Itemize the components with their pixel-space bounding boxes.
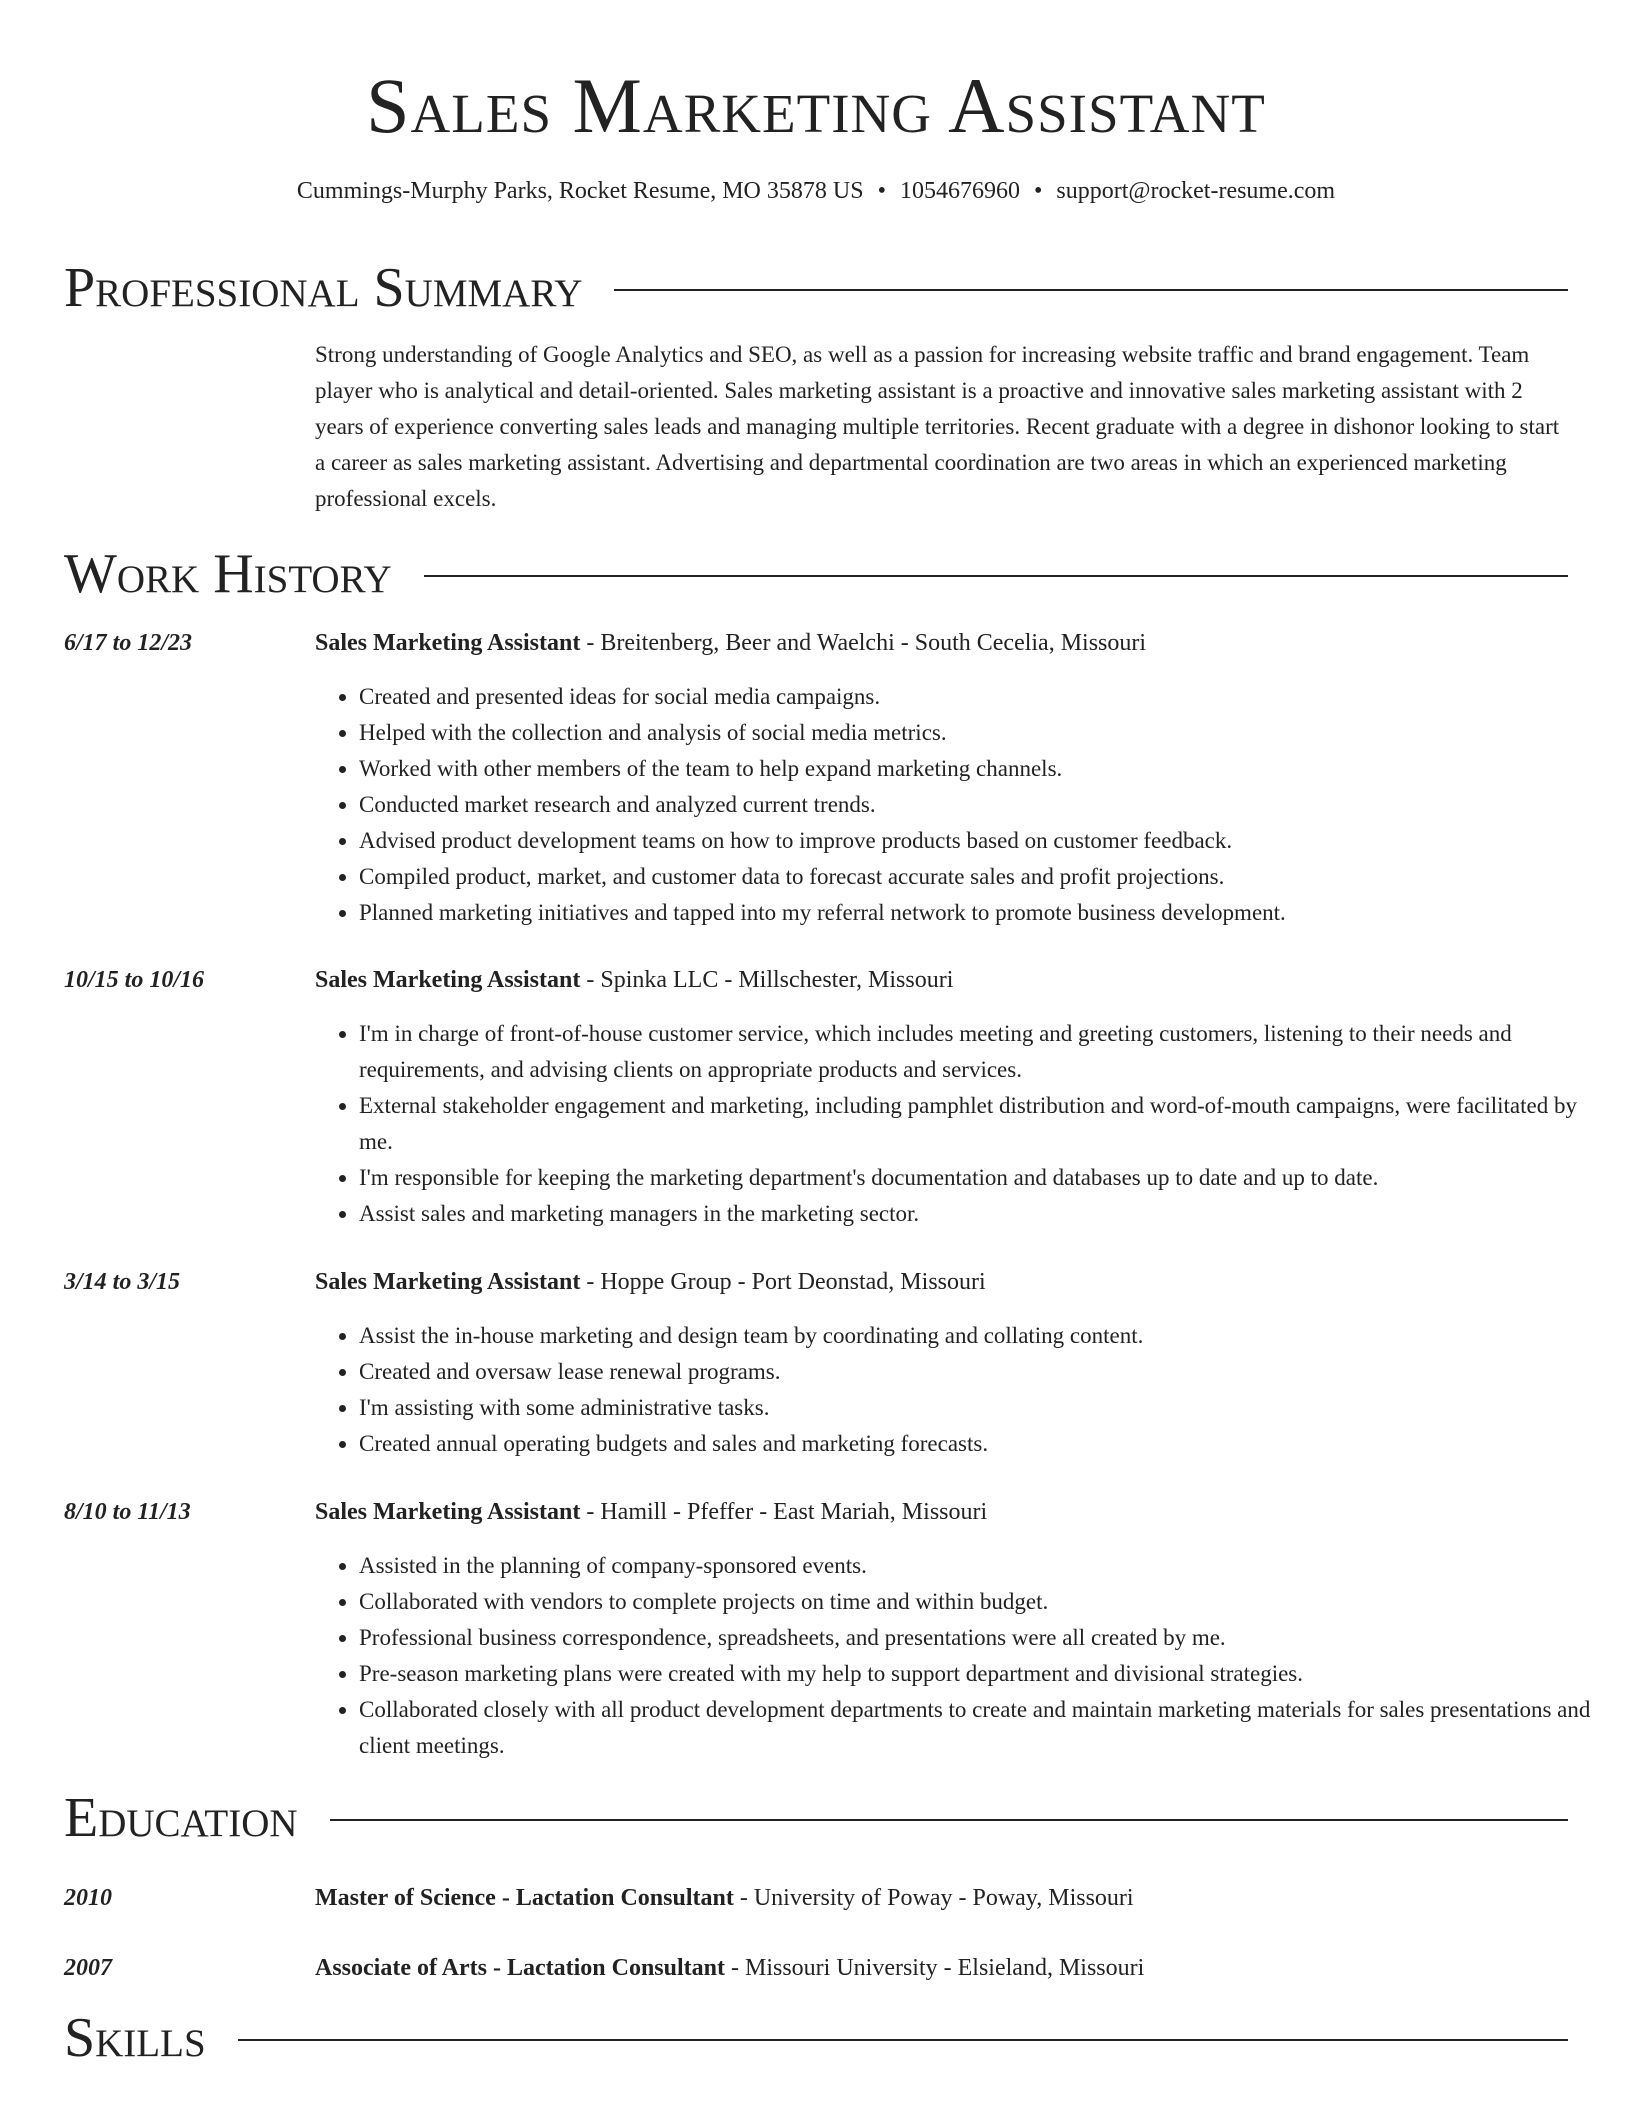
- job-bullet: • Collaborated closely with all product development departments to create and maintain marketing materials for sales presentations and client meetings.: [359, 1692, 1612, 1764]
- contact-email: support@rocket-resume.com: [1056, 178, 1336, 204]
- job-dates: 6/17 to 12/23: [64, 630, 193, 656]
- job-bullet: • Helped with the collection and analysis of social media metrics.: [359, 715, 1612, 751]
- job-company: - Spinka LLC - Millschester, Missouri: [580, 967, 954, 993]
- job-dates: 3/14 to 3/15: [64, 1269, 181, 1295]
- contact-separator: •: [1033, 178, 1043, 204]
- section-divider: [238, 2039, 1568, 2041]
- education-year: 2010: [64, 1885, 112, 1911]
- job-role: Sales Marketing Assistant: [315, 967, 581, 993]
- summary-text: Strong understanding of Google Analytics and SEO, as well as a passion for increasing website traffic and brand engagement. Team player who is analytical and detail-oriented. Sales marketing assistant is a proactive and innovative sales marketing assistant with 2 years of experience converting sales leads and managing multiple territories. Recent graduate with a degree in dishonor looking to start a career as sales marketing assistant. Advertising and departmental coordination are two areas in which an experienced marketing professional excels.: [315, 342, 1560, 511]
- section-divider: [424, 575, 1568, 577]
- job-bullet: • Advised product development teams on how to improve products based on customer feedback.: [359, 823, 1612, 859]
- job-bullets: [315, 1016, 1612, 1232]
- skills-section-title: Skills: [64, 2007, 206, 2069]
- job-bullet: • Worked with other members of the team to help expand marketing channels.: [359, 751, 1612, 787]
- candidate-name: Sales Marketing Assistant: [366, 62, 1266, 149]
- skills-section-header: [64, 2006, 1568, 2070]
- job-role: Sales Marketing Assistant: [315, 1269, 581, 1295]
- contact-line: [64, 175, 1568, 207]
- summary-section-title: Professional Summary: [64, 257, 583, 319]
- education-school: - University of Poway - Poway, Missouri: [733, 1885, 1134, 1911]
- job-bullet: • Assist the in-house marketing and design team by coordinating and collating content.: [359, 1318, 1612, 1354]
- job-dates: 10/15 to 10/16: [64, 967, 205, 993]
- job-bullet: • I'm in charge of front-of-house customer service, which includes meeting and greeting customers, listening to their needs and requirements, and advising clients on appropriate products and services.: [359, 1016, 1612, 1088]
- job-title-line: [315, 625, 1146, 661]
- job-bullet: • Pre-season marketing plans were created with my help to support department and divisional strategies.: [359, 1656, 1612, 1692]
- education-degree: Associate of Arts - Lactation Consultant: [315, 1955, 725, 1981]
- job-bullets: [315, 679, 1612, 931]
- education-title-line: [315, 1880, 1134, 1916]
- job-bullet: • Professional business correspondence, spreadsheets, and presentations were all created by me.: [359, 1620, 1612, 1656]
- job-title-line: [315, 1494, 987, 1530]
- education-section-header: [64, 1786, 1568, 1850]
- job-bullet: • Created and oversaw lease renewal programs.: [359, 1354, 1612, 1390]
- job-bullet: • Created and presented ideas for social media campaigns.: [359, 679, 1612, 715]
- section-divider: [330, 1819, 1568, 1821]
- job-bullet: • I'm assisting with some administrative tasks.: [359, 1390, 1612, 1426]
- work-section-header: [64, 542, 1568, 606]
- job-company: - Breitenberg, Beer and Waelchi - South Cecelia, Missouri: [580, 630, 1147, 656]
- job-role: Sales Marketing Assistant: [315, 630, 581, 656]
- contact-address: Cummings-Murphy Parks, Rocket Resume, MO 35878 US: [296, 178, 864, 204]
- job-bullet: • Planned marketing initiatives and tapped into my referral network to promote business development.: [359, 895, 1612, 931]
- job-bullet: • Created annual operating budgets and sales and marketing forecasts.: [359, 1426, 1612, 1462]
- job-bullet: • Compiled product, market, and customer data to forecast accurate sales and profit projections.: [359, 859, 1612, 895]
- summary-section-header: [64, 256, 1568, 320]
- education-title-line: [315, 1950, 1144, 1986]
- job-title-line: [315, 1264, 986, 1300]
- job-bullet: • I'm responsible for keeping the marketing department's documentation and databases up to date and up to date.: [359, 1160, 1612, 1196]
- job-bullet: • Conducted market research and analyzed current trends.: [359, 787, 1612, 823]
- work-section-title: Work History: [64, 543, 392, 605]
- job-company: - Hoppe Group - Port Deonstad, Missouri: [580, 1269, 986, 1295]
- job-bullet: • Assisted in the planning of company-sponsored events.: [359, 1548, 1612, 1584]
- job-bullet: • External stakeholder engagement and marketing, including pamphlet distribution and word-of-mouth campaigns, were facilitated by me.: [359, 1088, 1612, 1160]
- job-bullets: [315, 1548, 1612, 1764]
- contact-separator: •: [877, 178, 886, 204]
- job-role: Sales Marketing Assistant: [315, 1499, 581, 1525]
- job-bullets: [315, 1318, 1612, 1462]
- contact-phone: 1054676960: [899, 178, 1020, 204]
- education-year: 2007: [64, 1955, 112, 1981]
- education-section-title: Education: [64, 1787, 298, 1849]
- section-divider: [614, 289, 1568, 291]
- job-company: - Hamill - Pfeffer - East Mariah, Missouri: [580, 1499, 988, 1525]
- education-degree: Master of Science - Lactation Consultant: [315, 1885, 734, 1911]
- education-school: - Missouri University - Elsieland, Missouri: [724, 1955, 1145, 1981]
- job-bullet: • Assist sales and marketing managers in the marketing sector.: [359, 1196, 1612, 1232]
- job-bullet: • Collaborated with vendors to complete projects on time and within budget.: [359, 1584, 1612, 1620]
- job-title-line: [315, 962, 953, 998]
- job-dates: 8/10 to 11/13: [64, 1499, 191, 1525]
